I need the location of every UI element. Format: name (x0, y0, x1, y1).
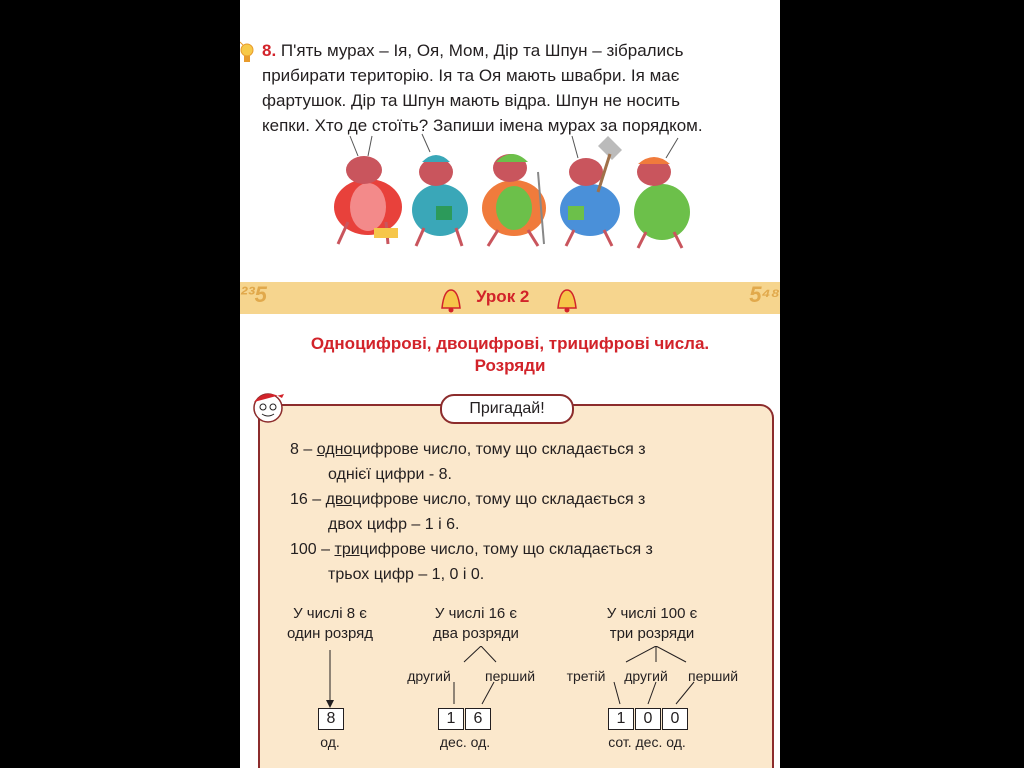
ant-2 (412, 134, 468, 246)
digit-cell-100-1: 1 (608, 708, 634, 730)
digit-cell-100-3: 0 (662, 708, 688, 730)
smiley-face-icon (246, 380, 294, 428)
example-16-title: У числі 16 є два розряди (433, 605, 519, 642)
digit-cell-16-1: 1 (438, 708, 464, 730)
arrow-8 (320, 650, 340, 710)
label-first-16: перший (484, 668, 536, 684)
place-labels-100: сот. дес. од. (608, 734, 686, 750)
example-100-title: У числі 100 є три розряди (606, 605, 698, 642)
task-line-1: П'ять мурах – Ія, Оя, Мом, Дір та Шпун – зібрались (280, 41, 684, 60)
recall-label: Пригадай! (440, 394, 574, 424)
task-8 (262, 38, 762, 138)
ant-3 (482, 154, 546, 246)
lesson-subtitle (240, 333, 780, 377)
textbook-page (240, 0, 780, 768)
label-second-16: другий (407, 668, 451, 684)
place-labels-16: дес. од. (439, 734, 491, 750)
banner-digits-left: ²³5 (240, 282, 267, 307)
subtitle-line-1: Одноцифрові, двоцифрові, трицифрові числа. (310, 334, 710, 353)
fact-1: 8 – одноцифрове число, тому що складається з однієї цифри - 8. (290, 441, 646, 483)
ants-illustration (328, 132, 698, 252)
fact-2: 16 – двоцифрове число, тому що складається з двох цифр – 1 і 6. (290, 491, 646, 533)
task-line-4: кепки. Хто де стоїть? Запиши імена мурах за порядком. (262, 116, 703, 135)
digit-cell-8: 8 (318, 708, 344, 730)
task-line-3: фартушок. Дір та Шпун мають відра. Шпун не носить (262, 91, 681, 110)
banner-digits-right: 5⁴⁸ (749, 282, 780, 307)
ant-4 (560, 136, 622, 246)
label-third-100: третій (566, 668, 606, 684)
place-labels-8: од. (320, 734, 340, 750)
digit-cell-100-2: 0 (635, 708, 661, 730)
task-number: 8. (262, 41, 277, 60)
digit-cell-16-2: 6 (465, 708, 491, 730)
task-line-2: прибирати територію. Ія та Оя мають швабри. Ія має (262, 66, 680, 85)
example-8-title: У числі 8 є один розряд (286, 605, 374, 642)
lesson-title: Урок 2 (476, 287, 530, 306)
label-first-100: перший (687, 668, 739, 684)
bell-icon-left (436, 284, 466, 314)
subtitle-line-2: Розряди (474, 356, 546, 375)
lightbulb-icon (240, 40, 254, 70)
ant-5 (634, 138, 690, 248)
bell-icon-right (552, 284, 582, 314)
label-second-100: другий (624, 668, 668, 684)
fact-3: 100 – трицифрове число, тому що складається з трьох цифр – 1, 0 і 0. (290, 541, 653, 583)
ant-1 (334, 136, 402, 244)
